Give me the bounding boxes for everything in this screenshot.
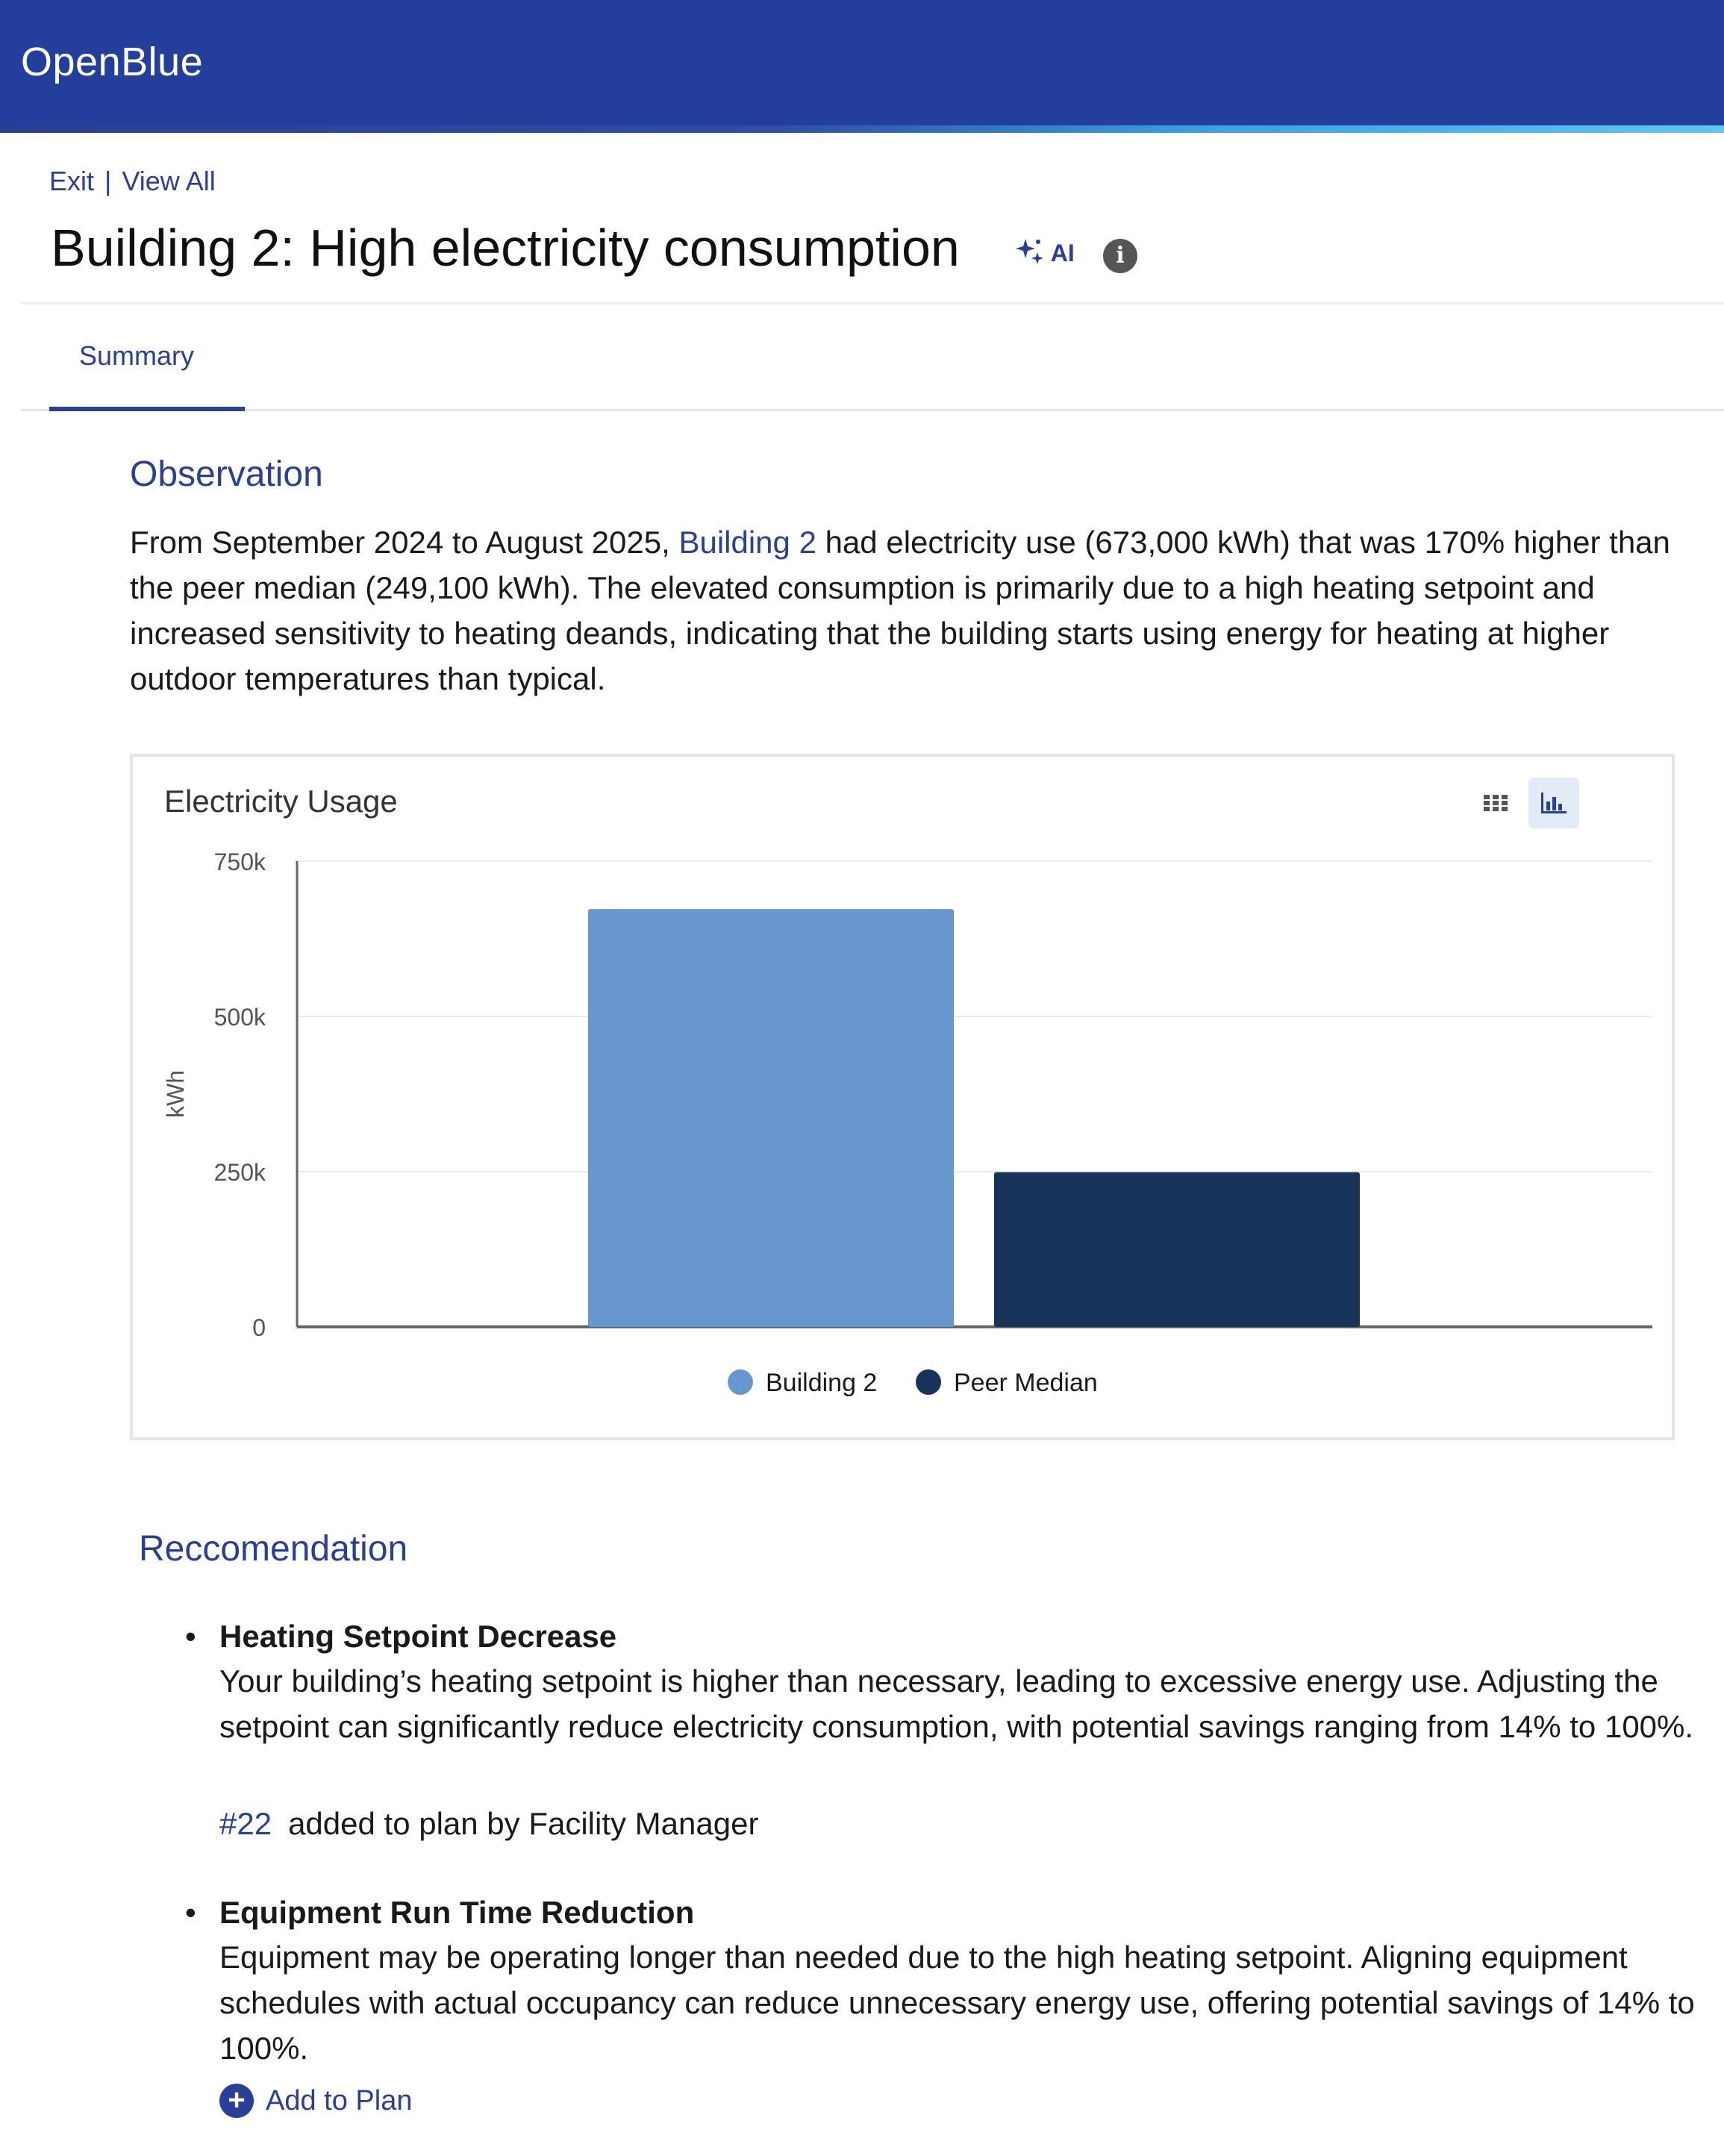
recommendation-title: Equipment Run Time Reduction	[219, 1895, 695, 1930]
breadcrumb-separator: |	[104, 166, 112, 196]
legend-label: Building 2	[766, 1369, 878, 1397]
add-to-plan-label: Add to Plan	[266, 2084, 413, 2116]
tab-divider	[21, 409, 1724, 411]
y-tick-label: 750k	[213, 849, 266, 875]
chart-card	[130, 754, 1675, 1440]
info-icon[interactable]: i	[1103, 239, 1137, 273]
page-title: Building 2: High electricity consumption	[51, 219, 960, 277]
chart-title: Electricity Usage	[164, 784, 398, 819]
observation-heading: Observation	[130, 454, 323, 494]
app-logo[interactable]: OpenBlue	[21, 40, 204, 84]
breadcrumb	[49, 166, 216, 197]
view-all-link[interactable]: View All	[122, 166, 216, 196]
top-bar	[0, 0, 1724, 133]
tab-summary[interactable]: Summary	[79, 340, 195, 371]
legend-marker	[916, 1369, 941, 1395]
bar-peer-median	[994, 1172, 1360, 1327]
y-tick-label: 500k	[213, 1004, 266, 1031]
add-to-plan-button[interactable]	[219, 2084, 412, 2118]
legend-marker	[728, 1369, 753, 1395]
recommendation-item	[185, 1890, 1693, 2069]
recommendation-description: Your building’s heating setpoint is higher than necessary, leading to excessive energy use. Adjusting the setpoint can significantly reduce electricity consumption, with potential savings ranging from 14% to 100%.	[219, 1663, 1694, 1744]
observation-text-start: From September 2024 to August 2025,	[130, 525, 679, 560]
observation-text-end: had electricity use (673,000 kWh) that was 170% higher than the peer median (249,100 kWh). The elevated consumption is primarily due to a high heating setpoint and increased sensitivity to heating deands, indicating that the building starts using energy for heating at higher outdoor temperatures than typical.	[130, 525, 1670, 696]
y-tick-label: 250k	[213, 1159, 266, 1186]
recommendation-title: Heating Setpoint Decrease	[219, 1619, 617, 1654]
bar-building-2	[588, 909, 954, 1327]
plus-circle-icon: +	[219, 2084, 254, 2118]
building-link[interactable]: Building 2	[678, 525, 816, 560]
legend-label: Peer Median	[954, 1369, 1098, 1397]
electricity-usage-chart	[133, 757, 1672, 1437]
bullet: •	[185, 1619, 196, 1654]
bullet: •	[185, 1895, 196, 1930]
ai-badge	[1015, 236, 1075, 267]
recommendation-description: Equipment may be operating longer than needed due to the high heating setpoint. Aligning equipment schedules with actual occupancy can reduce unnecessary energy use, offering potential savings of 14% to 100%.	[219, 1940, 1695, 2066]
y-axis-label: kWh	[162, 1070, 189, 1118]
plan-note-text: added to plan by Facility Manager	[288, 1806, 759, 1841]
y-tick-label: 0	[252, 1314, 266, 1341]
observation-text	[130, 519, 1682, 702]
header-divider	[21, 301, 1724, 304]
plan-note	[219, 1806, 758, 1842]
header-accent-stripe	[0, 125, 1724, 133]
ai-label: AI	[1050, 240, 1075, 266]
exit-link[interactable]: Exit	[49, 166, 95, 196]
tab-summary-underline	[49, 407, 245, 411]
sparkle-icon	[1015, 236, 1045, 266]
recommendation-heading: Reccomendation	[139, 1529, 408, 1569]
plan-number-link[interactable]: #22	[219, 1806, 272, 1841]
recommendation-item	[185, 1613, 1693, 1793]
